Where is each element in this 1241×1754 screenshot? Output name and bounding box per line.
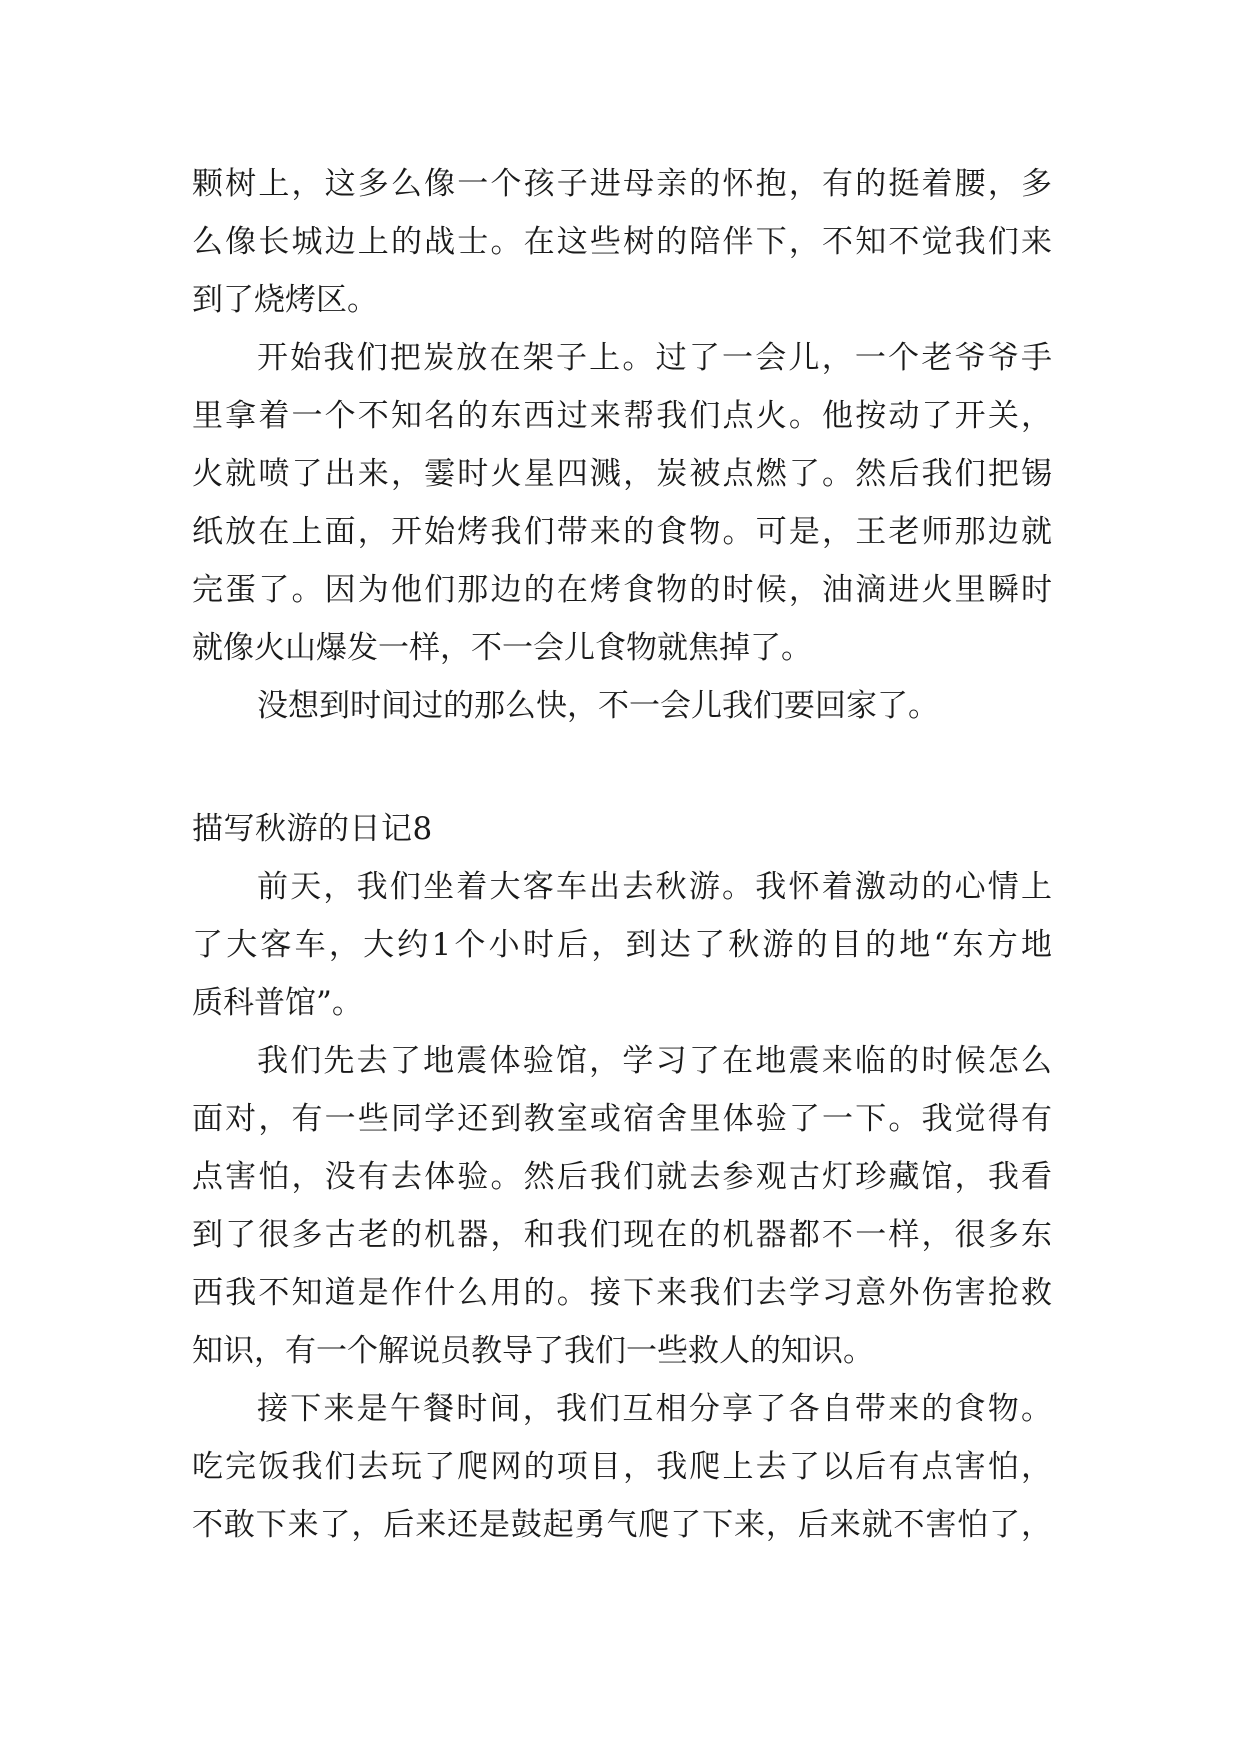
text-line: 到了很多古老的机器，和我们现在的机器都不一样，很多东 <box>192 1217 1052 1253</box>
text-line: 到了烧烤区。 <box>192 282 378 318</box>
section-title: 描写秋游的日记8 <box>192 811 433 847</box>
text-line: 就像火山爆发一样，不一会儿食物就焦掉了。 <box>192 630 812 666</box>
text-line: 完蛋了。因为他们那边的在烤食物的时候，油滴进火里瞬时 <box>192 572 1052 608</box>
text-line: 颗树上，这多么像一个孩子进母亲的怀抱，有的挺着腰，多 <box>192 166 1052 202</box>
text-line: 西我不知道是作什么用的。接下来我们去学习意外伤害抢救 <box>192 1275 1052 1311</box>
text-line: 质科普馆”。 <box>192 985 363 1021</box>
text-line: 知识，有一个解说员教导了我们一些救人的知识。 <box>192 1333 874 1369</box>
text-line: 接下来是午餐时间，我们互相分享了各自带来的食物。 <box>257 1391 1052 1427</box>
text-line: 么像长城边上的战士。在这些树的陪伴下，不知不觉我们来 <box>192 224 1052 260</box>
text-line: 我们先去了地震体验馆，学习了在地震来临的时候怎么 <box>257 1043 1052 1079</box>
text-line: 吃完饭我们去玩了爬网的项目，我爬上去了以后有点害怕， <box>192 1449 1052 1485</box>
text-line: 开始我们把炭放在架子上。过了一会儿，一个老爷爷手 <box>257 340 1052 376</box>
text-line: 前天，我们坐着大客车出去秋游。我怀着激动的心情上 <box>257 869 1052 905</box>
text-line: 纸放在上面，开始烤我们带来的食物。可是，王老师那边就 <box>192 514 1052 550</box>
text-line: 了大客车，大约1个小时后，到达了秋游的目的地“东方地 <box>192 927 1052 963</box>
text-line: 里拿着一个不知名的东西过来帮我们点火。他按动了开关， <box>192 398 1052 434</box>
text-line: 点害怕，没有去体验。然后我们就去参观古灯珍藏馆，我看 <box>192 1159 1052 1195</box>
text-line: 面对，有一些同学还到教室或宿舍里体验了一下。我觉得有 <box>192 1101 1052 1137</box>
text-line: 火就喷了出来，霎时火星四溅，炭被点燃了。然后我们把锡 <box>192 456 1052 492</box>
text-line: 没想到时间过的那么快，不一会儿我们要回家了。 <box>257 688 939 724</box>
text-line: 不敢下来了，后来还是鼓起勇气爬了下来，后来就不害怕了， <box>192 1507 1052 1543</box>
